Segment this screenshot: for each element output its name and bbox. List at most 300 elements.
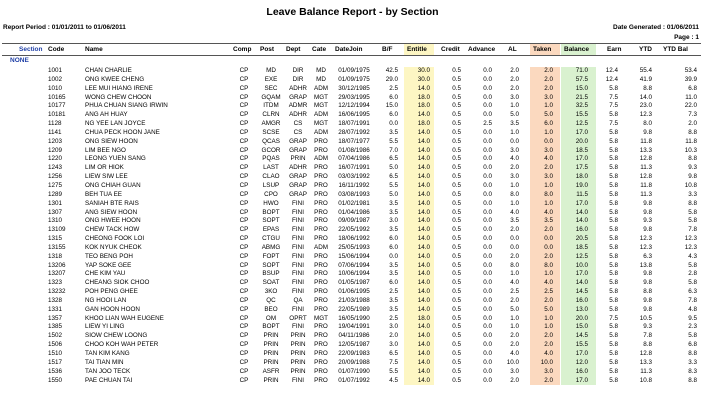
- header-top-rule: [2, 43, 701, 44]
- cell-bf: 3.5: [389, 296, 398, 304]
- cell-credit: 0.5: [452, 164, 461, 172]
- cell-taken: 2.0: [544, 296, 553, 304]
- table-row: [0, 306, 705, 315]
- cell-credit: 0.5: [452, 376, 461, 384]
- cell-post: CTGU: [262, 235, 280, 243]
- cell-taken: 2.0: [544, 332, 553, 340]
- cell-name: ONG KWEE CHENG: [85, 75, 145, 83]
- col-section: Section: [19, 46, 43, 53]
- cell-code: 1001: [48, 67, 63, 74]
- cell-cate: ADM: [314, 128, 328, 136]
- cell-credit: 0.5: [452, 155, 461, 163]
- cell-post: PRIN: [263, 350, 279, 357]
- table-row: [0, 94, 705, 103]
- cell-name: LIEW YI LING: [85, 323, 125, 331]
- cell-post: CPO: [264, 190, 278, 198]
- cell-al: 1.0: [510, 323, 519, 331]
- cell-al: 1.0: [510, 314, 519, 322]
- cell-bf: 2.5: [389, 84, 398, 92]
- cell-datejoin: 01/06/1995: [338, 288, 370, 296]
- cell-name: CHEANG SIOK CHOO: [85, 279, 150, 287]
- cell-earn: 5.8: [609, 235, 618, 243]
- cell-al: 1.0: [510, 199, 519, 207]
- cell-earn: 5.8: [609, 137, 618, 145]
- cell-comp: CP: [239, 217, 249, 225]
- cell-comp: CP: [239, 314, 249, 322]
- cell-dept: FINI: [292, 261, 304, 269]
- cell-comp: CP: [239, 137, 249, 145]
- cell-datejoin: 10/06/1994: [338, 270, 370, 278]
- cell-al: 2.0: [510, 252, 519, 260]
- cell-entitle: 14.0: [417, 341, 430, 349]
- col-post: Post: [260, 46, 275, 53]
- cell-advance: 0.0: [483, 261, 492, 269]
- cell-balance: 14.0: [575, 208, 588, 216]
- cell-name: WONG CHEW CHOON: [85, 93, 152, 101]
- cell-credit: 0.5: [452, 332, 461, 340]
- table-row: [0, 164, 705, 173]
- cell-post: ABMG: [261, 243, 281, 251]
- cell-cate: PRO: [314, 208, 328, 216]
- cell-earn: 7.5: [609, 93, 618, 101]
- cell-comp: CP: [239, 164, 249, 172]
- col-taken: Taken: [533, 46, 552, 53]
- cell-comp: CP: [239, 367, 249, 375]
- cell-dept: QA: [293, 296, 303, 304]
- cell-advance: 0.0: [483, 146, 492, 154]
- cell-credit: 0.5: [452, 235, 461, 243]
- cell-comp: CP: [239, 376, 249, 384]
- cell-bf: 3.5: [389, 261, 398, 269]
- cell-earn: 5.8: [609, 332, 618, 340]
- cell-cate: PRO: [314, 305, 328, 313]
- cell-comp: CP: [239, 181, 249, 189]
- cell-taken: 1.0: [544, 128, 553, 136]
- cell-datejoin: 21/03/1988: [338, 296, 370, 304]
- cell-taken: 1.0: [544, 199, 553, 207]
- cell-advance: 0.0: [483, 93, 492, 101]
- cell-taken: 2.0: [544, 376, 553, 384]
- cell-balance: 15.0: [575, 84, 588, 92]
- cell-name: SANIAH BTE RAIS: [85, 199, 139, 207]
- cell-advance: 0.0: [483, 199, 492, 207]
- cell-earn: 5.8: [609, 323, 618, 331]
- cell-balance: 18.5: [575, 146, 588, 154]
- cell-comp: CP: [239, 75, 249, 83]
- cell-taken: 1.0: [544, 270, 553, 278]
- cell-comp: CP: [239, 332, 249, 340]
- table-row: [0, 76, 705, 85]
- cell-earn: 7.5: [609, 120, 618, 128]
- cell-post: SEC: [264, 84, 278, 92]
- cell-taken: 1.0: [544, 323, 553, 331]
- cell-balance: 11.5: [576, 190, 588, 198]
- cell-entitle: 18.0: [417, 120, 430, 128]
- cell-ytdbal: 22.0: [684, 102, 697, 110]
- cell-advance: 0.0: [483, 288, 492, 296]
- cell-name: GAN HOON HOON: [85, 305, 140, 313]
- cell-bf: 42.5: [385, 67, 398, 74]
- cell-code: 1141: [48, 128, 62, 136]
- cell-ytd: 23.0: [639, 102, 652, 110]
- cell-datejoin: 15/06/1994: [338, 252, 370, 260]
- cell-name: LEE MUI HIANG IRENE: [85, 84, 153, 92]
- cell-code: 1243: [48, 164, 63, 172]
- cell-advance: 0.0: [483, 208, 492, 216]
- cell-post: HWO: [263, 199, 279, 207]
- cell-earn: 5.8: [609, 173, 618, 181]
- cell-balance: 17.0: [575, 376, 588, 384]
- cell-al: 4.0: [510, 279, 519, 287]
- cell-dept: GRAP: [289, 146, 307, 154]
- cell-advance: 0.0: [483, 164, 492, 172]
- cell-balance: 12.5: [575, 120, 588, 128]
- cell-advance: 0.0: [483, 270, 492, 278]
- cell-taken: 3.0: [544, 367, 553, 375]
- cell-al: 3.0: [510, 146, 519, 154]
- cell-comp: CP: [239, 102, 249, 110]
- cell-ytd: 41.9: [639, 75, 652, 83]
- cell-name: TAI TIAN MIN: [85, 358, 124, 366]
- cell-ytd: 13.8: [639, 261, 652, 269]
- cell-earn: 5.8: [609, 296, 618, 304]
- cell-comp: CP: [239, 288, 249, 296]
- col-earn: Earn: [607, 46, 622, 53]
- cell-name: NG YEE LAN JOYCE: [85, 120, 146, 128]
- cell-balance: 18.5: [575, 243, 588, 251]
- cell-credit: 0.5: [452, 296, 461, 304]
- cell-dept: PRIN: [290, 332, 306, 340]
- cell-datejoin: 01/09/1975: [338, 67, 370, 74]
- cell-dept: GRAP: [289, 181, 307, 189]
- col-comp: Comp: [233, 46, 252, 53]
- cell-dept: FINI: [292, 288, 304, 296]
- cell-code: 1550: [48, 376, 63, 384]
- cell-taken: 2.5: [544, 288, 553, 296]
- cell-post: BEO: [264, 305, 278, 313]
- cell-code: 1220: [48, 155, 63, 163]
- cell-advance: 0.0: [483, 296, 492, 304]
- cell-dept: DIR: [292, 75, 304, 83]
- cell-earn: 5.8: [609, 341, 618, 349]
- table-row: [0, 217, 705, 226]
- cell-comp: CP: [239, 146, 249, 154]
- cell-dept: FINI: [292, 305, 304, 313]
- cell-ytd: 10.8: [639, 376, 652, 384]
- cell-cate: ADM: [314, 243, 328, 251]
- cell-cate: PRO: [314, 341, 328, 349]
- cell-taken: 4.0: [544, 279, 553, 287]
- cell-entitle: 14.0: [417, 111, 430, 119]
- cell-entitle: 18.0: [417, 93, 430, 101]
- cell-post: 3KO: [264, 288, 278, 296]
- cell-ytdbal: 10.8: [684, 181, 697, 189]
- cell-earn: 5.8: [609, 217, 618, 225]
- cell-post: OM: [265, 314, 277, 322]
- cell-advance: 0.0: [483, 332, 492, 340]
- cell-bf: 3.5: [389, 226, 398, 234]
- cell-taken: 4.0: [544, 350, 553, 357]
- cell-ytd: 9.3: [643, 217, 652, 225]
- cell-cate: MGT: [314, 93, 328, 101]
- cell-earn: 5.8: [609, 279, 618, 287]
- cell-balance: 15.5: [575, 111, 588, 119]
- cell-comp: CP: [239, 358, 249, 366]
- cell-code: 13207: [48, 270, 66, 278]
- cell-code: 1318: [48, 252, 63, 260]
- cell-dept: GRAP: [289, 173, 307, 181]
- cell-bf: 6.5: [389, 155, 398, 163]
- cell-credit: 0.5: [452, 226, 461, 234]
- cell-ytdbal: 8.8: [688, 199, 697, 207]
- cell-comp: CP: [239, 350, 249, 357]
- cell-earn: 5.8: [609, 288, 618, 296]
- cell-name: POH PENG GHEE: [85, 288, 138, 296]
- cell-balance: 14.5: [575, 288, 588, 296]
- cell-code: 1203: [48, 137, 63, 145]
- cell-ytd: 9.8: [643, 226, 652, 234]
- cell-bf: 4.5: [389, 376, 398, 384]
- date-generated: Date Generated : 01/06/2011: [613, 24, 699, 31]
- cell-entitle: 14.0: [417, 270, 430, 278]
- cell-taken: 2.0: [544, 341, 553, 349]
- cell-datejoin: 01/09/1975: [338, 75, 370, 83]
- cell-earn: 5.8: [609, 190, 618, 198]
- col-entitle: Entitle: [407, 46, 427, 53]
- cell-comp: CP: [239, 173, 249, 181]
- cell-taken: 2.0: [544, 84, 553, 92]
- cell-comp: CP: [239, 243, 249, 251]
- col-al: AL: [508, 46, 517, 53]
- cell-taken: 1.0: [544, 102, 553, 110]
- cell-dept: PRIN: [290, 367, 306, 375]
- cell-ytd: 9.8: [643, 279, 652, 287]
- cell-ytd: 10.5: [639, 314, 652, 322]
- cell-bf: 6.0: [389, 93, 398, 101]
- cell-post: BSUP: [262, 270, 280, 278]
- cell-name: CHUA PECK HOON JANE: [85, 128, 160, 136]
- cell-balance: 17.5: [575, 164, 588, 172]
- cell-code: 1323: [48, 279, 63, 287]
- table-row: [0, 332, 705, 341]
- cell-post: EXE: [264, 75, 278, 83]
- cell-datejoin: 01/07/1990: [338, 367, 370, 375]
- cell-datejoin: 09/09/1987: [338, 217, 370, 225]
- cell-taken: 1.0: [544, 314, 553, 322]
- cell-datejoin: 18/06/1992: [338, 235, 370, 243]
- cell-datejoin: 18/07/1977: [338, 137, 370, 145]
- cell-bf: 3.5: [389, 199, 398, 207]
- cell-balance: 16.0: [575, 367, 588, 375]
- cell-bf: 5.5: [389, 367, 398, 375]
- cell-datejoin: 07/06/1994: [338, 261, 370, 269]
- cell-ytd: 9.8: [643, 270, 652, 278]
- cell-taken: 8.0: [544, 261, 553, 269]
- cell-dept: PRIN: [290, 350, 306, 357]
- cell-balance: 14.0: [575, 279, 588, 287]
- cell-dept: FINI: [292, 270, 304, 278]
- cell-post: BOPT: [262, 323, 280, 331]
- cell-datejoin: 29/03/1995: [338, 93, 370, 101]
- cell-al: 10.0: [506, 358, 519, 366]
- cell-comp: CP: [239, 120, 249, 128]
- cell-dept: PRIN: [290, 358, 306, 366]
- cell-cate: ADM: [314, 111, 328, 119]
- cell-post: GCOR: [261, 146, 281, 154]
- cell-code: 1357: [48, 314, 63, 322]
- cell-bf: 5.0: [389, 190, 398, 198]
- cell-earn: 5.8: [609, 146, 618, 154]
- cell-balance: 20.0: [575, 314, 588, 322]
- cell-cate: PRO: [314, 137, 328, 145]
- cell-al: 2.0: [510, 296, 519, 304]
- col-credit: Credit: [441, 46, 460, 53]
- cell-ytdbal: 5.8: [688, 217, 697, 225]
- cell-post: ASFR: [262, 367, 280, 375]
- cell-dept: CS: [293, 128, 303, 136]
- cell-ytd: 12.3: [639, 243, 652, 251]
- col-bf: B/F: [382, 46, 393, 53]
- cell-bf: 6.5: [389, 173, 398, 181]
- cell-entitle: 14.0: [417, 181, 430, 189]
- cell-cate: PRO: [314, 270, 328, 278]
- cell-post: QC: [266, 296, 276, 304]
- cell-balance: 12.5: [575, 252, 588, 260]
- cell-advance: 0.0: [483, 367, 492, 375]
- cell-comp: CP: [239, 279, 249, 287]
- section-group-label: NONE: [10, 57, 29, 64]
- cell-post: BOPT: [262, 208, 280, 216]
- cell-cate: PRO: [314, 279, 328, 287]
- cell-balance: 20.0: [575, 137, 588, 145]
- cell-datejoin: 22/09/1983: [338, 350, 370, 357]
- cell-entitle: 14.0: [417, 190, 430, 198]
- cell-bf: 7.0: [389, 146, 398, 154]
- cell-bf: 5.0: [389, 164, 398, 172]
- report-title: Leave Balance Report - by Section: [266, 6, 439, 18]
- cell-cate: MGT: [314, 102, 328, 110]
- cell-cate: MGT: [314, 120, 328, 128]
- cell-name: YAP SOKE GEE: [85, 261, 132, 269]
- cell-cate: PRO: [314, 146, 328, 154]
- cell-taken: 2.0: [544, 252, 553, 260]
- cell-al: 8.0: [510, 261, 519, 269]
- cell-code: 1536: [48, 367, 63, 375]
- cell-credit: 0.5: [452, 199, 461, 207]
- cell-advance: 0.0: [483, 323, 492, 331]
- cell-name: ONG SIEW HOON: [85, 137, 138, 145]
- cell-cate: ADM: [314, 155, 328, 163]
- cell-entitle: 14.0: [417, 235, 430, 243]
- cell-comp: CP: [239, 270, 249, 278]
- cell-credit: 0.5: [452, 146, 461, 154]
- cell-ytdbal: 2.0: [688, 120, 697, 128]
- cell-code: 1510: [48, 350, 63, 357]
- cell-post: MD: [266, 67, 276, 74]
- cell-dept: FINI: [292, 323, 304, 331]
- cell-ytdbal: 3.3: [688, 358, 697, 366]
- cell-advance: 0.0: [483, 252, 492, 260]
- cell-advance: 0.0: [483, 279, 492, 287]
- table-row: [0, 67, 705, 76]
- cell-name: SIOW CHEW LOONG: [85, 332, 148, 340]
- cell-datejoin: 03/08/1993: [338, 190, 370, 198]
- table-row: [0, 111, 705, 120]
- cell-comp: CP: [239, 226, 249, 234]
- cell-ytd: 8.8: [643, 84, 652, 92]
- cell-cate: PRO: [314, 217, 328, 225]
- cell-advance: 0.0: [483, 137, 492, 145]
- cell-ytd: 6.3: [643, 252, 652, 260]
- cell-al: 2.0: [510, 75, 519, 83]
- table-row: [0, 279, 705, 288]
- cell-taken: 2.0: [544, 75, 553, 83]
- cell-dept: GRAP: [289, 137, 307, 145]
- cell-cate: MGT: [314, 314, 328, 322]
- cell-bf: 3.5: [389, 305, 398, 313]
- cell-ytdbal: 8.8: [688, 128, 697, 136]
- cell-taken: 4.0: [544, 208, 553, 216]
- cell-earn: 5.8: [609, 208, 618, 216]
- cell-comp: CP: [239, 155, 249, 163]
- table-row: [0, 368, 705, 377]
- table-row: [0, 244, 705, 253]
- cell-ytdbal: 4.8: [688, 305, 697, 313]
- cell-datejoin: 16/06/1995: [338, 111, 370, 119]
- table-row: [0, 138, 705, 147]
- cell-datejoin: 01/08/1986: [338, 146, 370, 154]
- cell-advance: 0.0: [483, 155, 492, 163]
- table-row: [0, 102, 705, 111]
- cell-post: LAST: [263, 164, 279, 172]
- cell-datejoin: 07/04/1986: [338, 155, 370, 163]
- cell-bf: 6.0: [389, 243, 398, 251]
- cell-post: PQAS: [262, 155, 280, 163]
- cell-cate: PRO: [314, 350, 328, 357]
- cell-cate: PRO: [314, 164, 328, 172]
- cell-code: 1275: [48, 181, 63, 189]
- cell-balance: 15.0: [575, 323, 588, 331]
- cell-ytdbal: 5.8: [688, 332, 697, 340]
- cell-balance: 13.0: [575, 305, 588, 313]
- cell-code: 13206: [48, 261, 66, 269]
- cell-datejoin: 16/11/1992: [338, 181, 370, 189]
- cell-cate: PRO: [314, 226, 328, 234]
- cell-earn: 5.8: [609, 128, 618, 136]
- cell-taken: 4.0: [544, 155, 553, 163]
- cell-cate: PRO: [314, 190, 328, 198]
- cell-ytd: 11.3: [640, 367, 652, 375]
- cell-al: 3.0: [510, 173, 519, 181]
- cell-earn: 5.8: [609, 305, 618, 313]
- cell-ytd: 11.8: [640, 181, 652, 189]
- cell-taken: 6.0: [544, 120, 553, 128]
- cell-post: CLRN: [262, 111, 280, 119]
- cell-comp: CP: [239, 128, 249, 136]
- cell-advance: 0.0: [483, 75, 492, 83]
- cell-cate: PRO: [314, 323, 328, 331]
- cell-dept: OPRT: [289, 314, 307, 322]
- cell-ytdbal: 2.8: [688, 270, 697, 278]
- cell-cate: ADM: [314, 84, 328, 92]
- table-row: [0, 129, 705, 138]
- cell-taken: 8.0: [544, 190, 553, 198]
- cell-advance: 0.0: [483, 217, 492, 225]
- cell-comp: CP: [239, 235, 249, 243]
- cell-ytdbal: 3.3: [688, 190, 697, 198]
- cell-al: 2.0: [510, 341, 519, 349]
- cell-post: PRIN: [263, 376, 279, 384]
